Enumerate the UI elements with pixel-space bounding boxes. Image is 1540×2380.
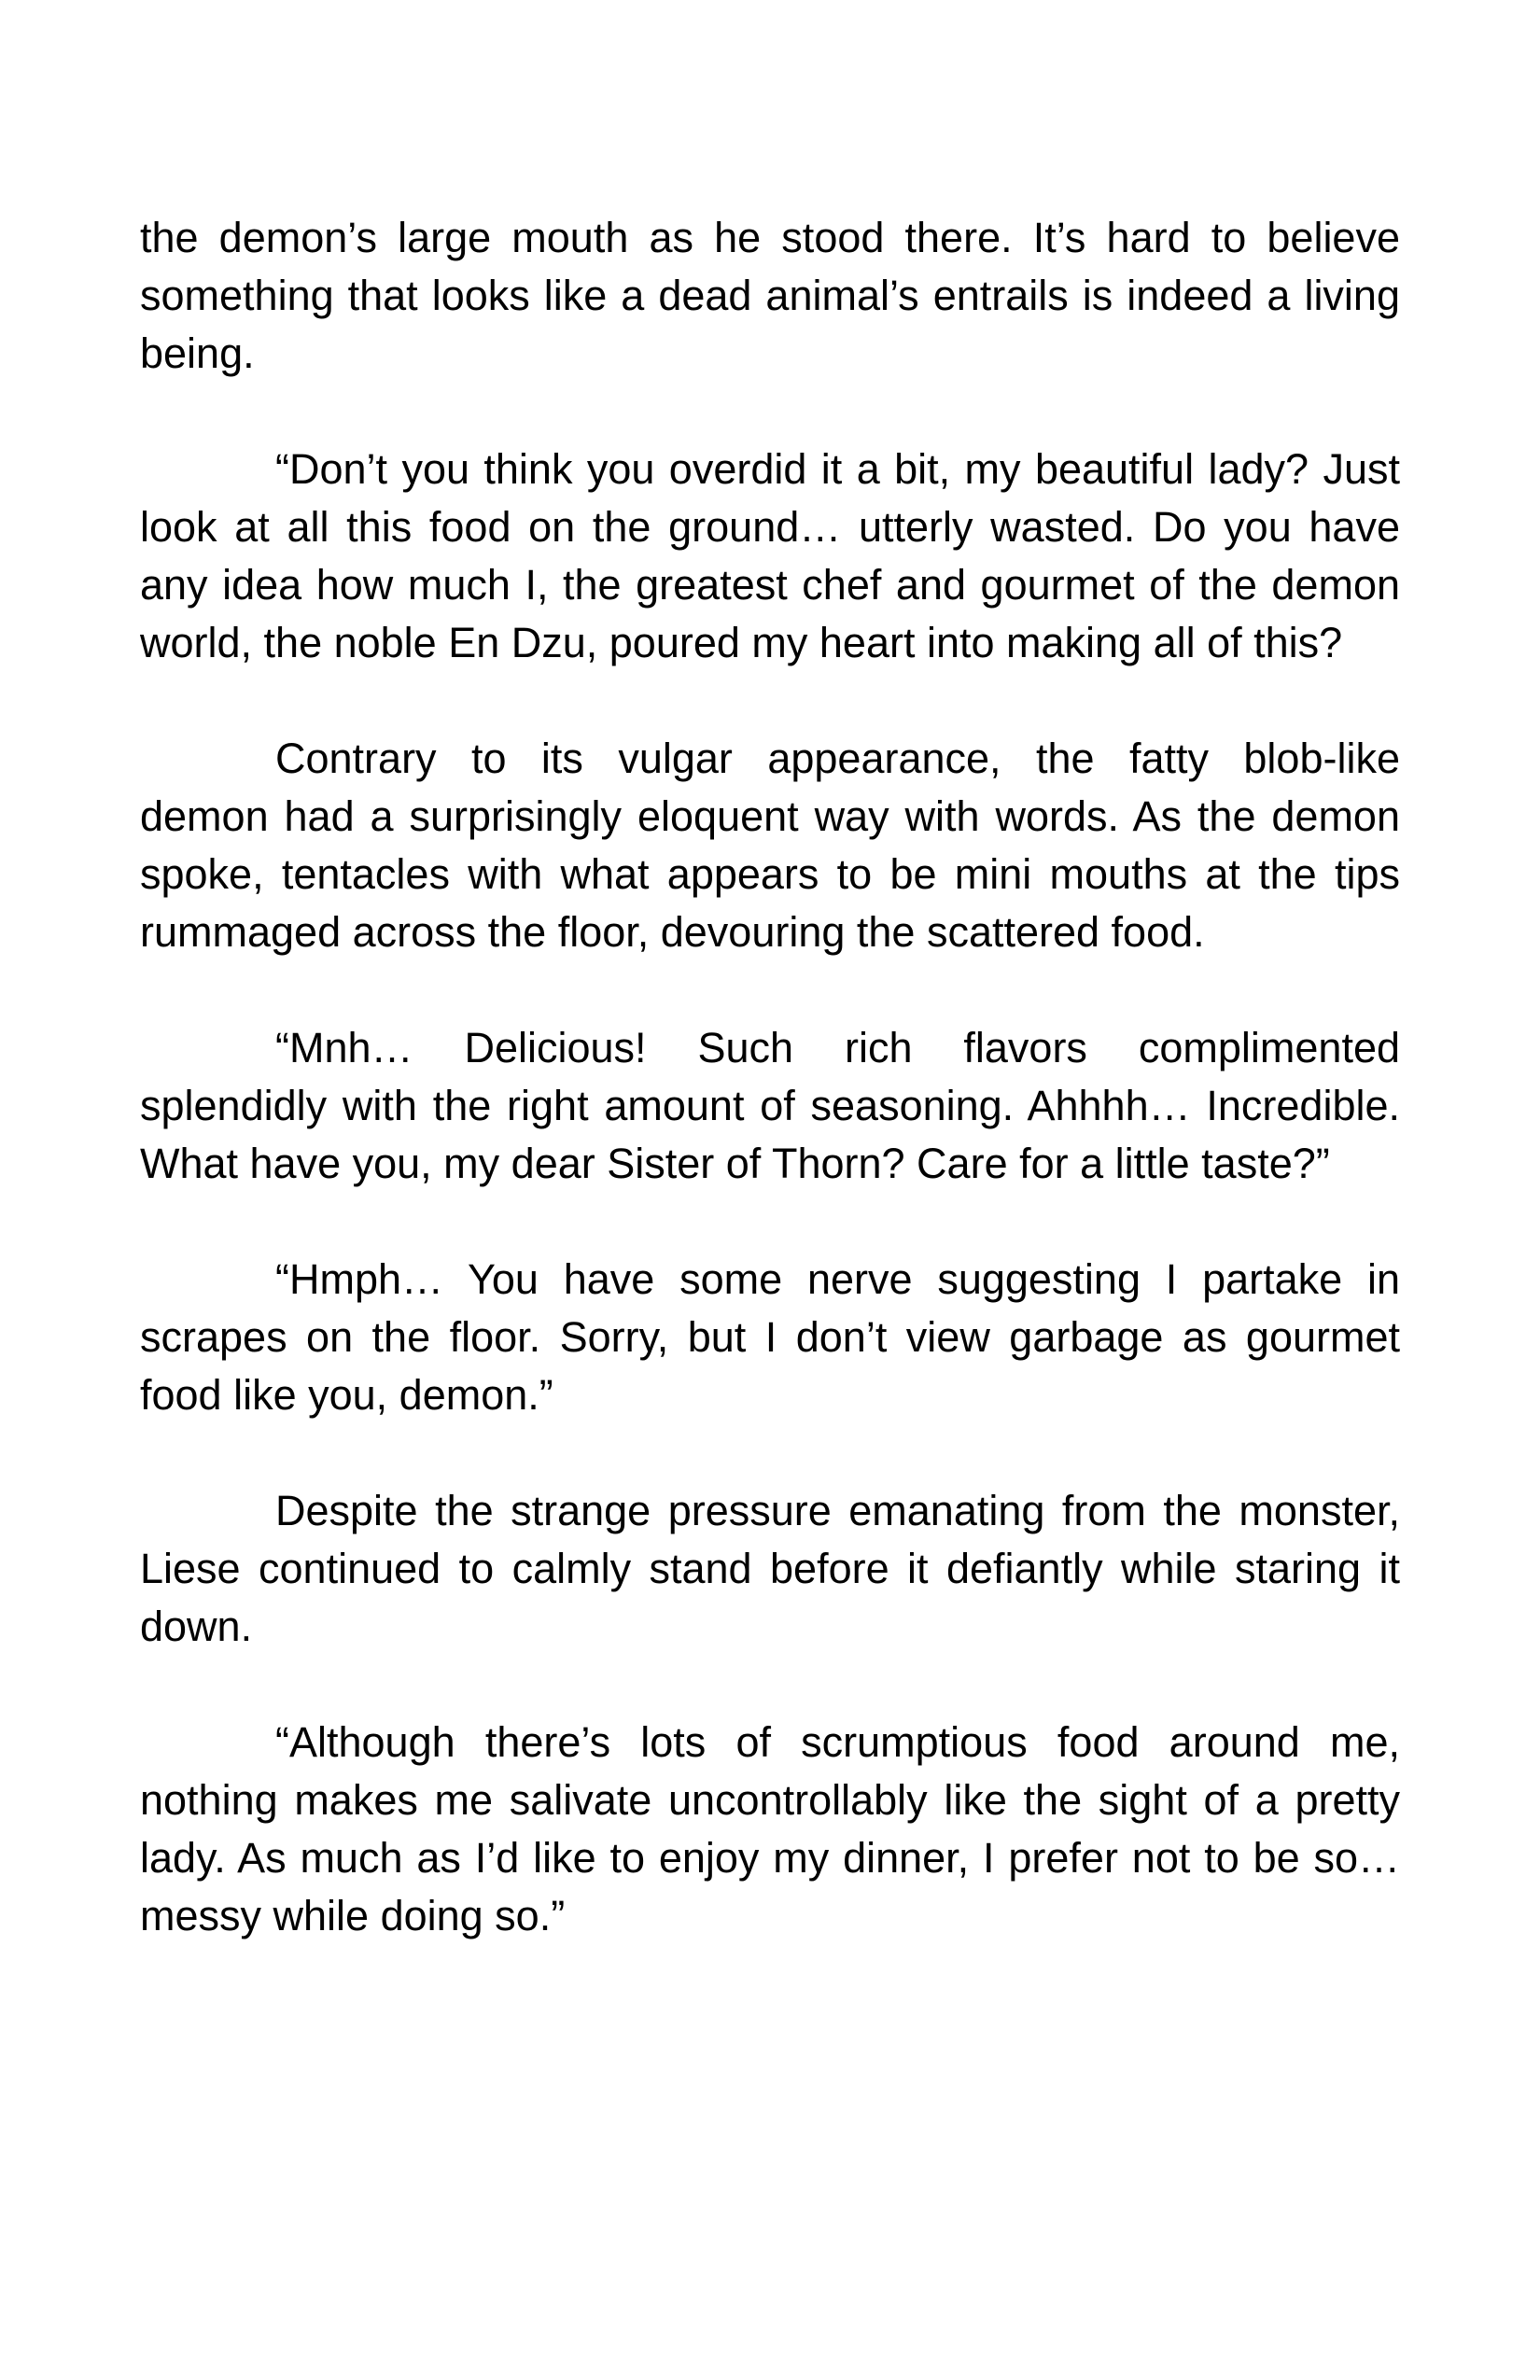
text-line: rummaged across the floor, devouring the scattered food. <box>140 908 1205 956</box>
text-line: What have you, my dear Sister of Thorn? Care for a little taste?” <box>140 1140 1330 1187</box>
text-line: the demon’s large mouth as he stood there. It’s hard to believe <box>140 214 1400 261</box>
text-line: being. <box>140 329 255 377</box>
text-line: Liese continued to calmly stand before it defiantly while staring it <box>140 1545 1400 1592</box>
text-line: down. <box>140 1603 253 1650</box>
text-line: “Hmph… You have some nerve suggesting I partake in <box>275 1255 1400 1303</box>
text-line: something that looks like a dead animal’s entrails is indeed a living <box>140 272 1400 319</box>
text-line: Contrary to its vulgar appearance, the fatty blob-like <box>275 735 1400 782</box>
text-line: Despite the strange pressure emanating from the monster, <box>275 1487 1400 1534</box>
text-line: any idea how much I, the greatest chef and gourmet of the demon <box>140 561 1400 609</box>
paragraph <box>140 1251 1400 1424</box>
text-line: food like you, demon.” <box>140 1371 553 1419</box>
text-line: “Mnh… Delicious! Such rich flavors complimented <box>275 1024 1400 1071</box>
text-line: look at all this food on the ground… utterly wasted. Do you have <box>140 503 1400 551</box>
paragraph <box>140 1019 1400 1193</box>
text-line: spoke, tentacles with what appears to be mini mouths at the tips <box>140 850 1400 898</box>
text-line: splendidly with the right amount of seasoning. Ahhhh… Incredible. <box>140 1082 1400 1129</box>
text-line: world, the noble En Dzu, poured my heart into making all of this? <box>140 619 1343 666</box>
paragraph <box>140 209 1400 383</box>
text-line: messy while doing so.” <box>140 1892 566 1939</box>
text-line: “Although there’s lots of scrumptious food around me, <box>275 1718 1400 1766</box>
paragraph <box>140 1482 1400 1656</box>
text-line: demon had a surprisingly eloquent way with words. As the demon <box>140 792 1400 840</box>
text-line: scrapes on the floor. Sorry, but I don’t view garbage as gourmet <box>140 1313 1400 1361</box>
paragraph <box>140 1714 1400 1945</box>
text-line: nothing makes me salivate uncontrollably like the sight of a pretty <box>140 1776 1400 1824</box>
text-line: “Don’t you think you overdid it a bit, my beautiful lady? Just <box>275 445 1400 493</box>
paragraph <box>140 730 1400 961</box>
text-line: lady. As much as I’d like to enjoy my dinner, I prefer not to be so… <box>140 1834 1400 1882</box>
paragraph <box>140 441 1400 672</box>
